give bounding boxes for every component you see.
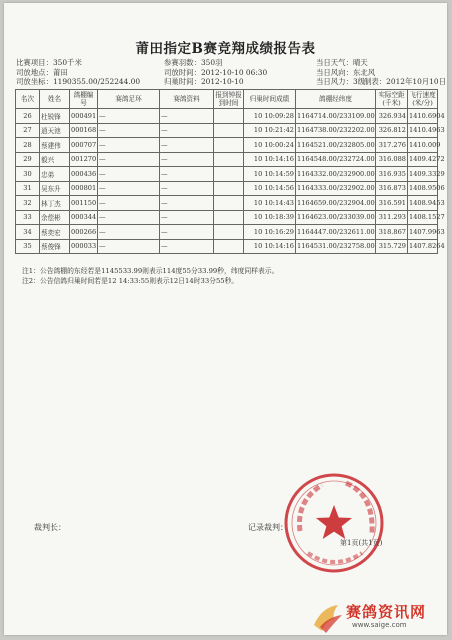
cell-dist: 316.873 [376, 181, 408, 196]
watermark-url: www.saige.com [352, 621, 407, 629]
cell-clock [214, 225, 244, 240]
cell-clock [214, 109, 244, 124]
race-info [16, 58, 446, 87]
table-header-row [16, 90, 438, 109]
cell-dist: 326.812 [376, 123, 408, 138]
cell-clock [214, 210, 244, 225]
cell-foot: — [98, 225, 160, 240]
official-seal-icon [282, 471, 386, 575]
cell-speed: 1410.6904 [408, 109, 438, 124]
cell-clock [214, 167, 244, 182]
cell-time: 10 10:14:56 [244, 181, 296, 196]
cell-speed: 1407.9963 [408, 225, 438, 240]
cell-time: 10 10:09:28 [244, 109, 296, 124]
cell-info: — [160, 181, 214, 196]
header-clock: 报到钟报到时间 [215, 91, 242, 107]
table-row [16, 239, 438, 254]
cell-info: — [160, 239, 214, 254]
info-report-date: 制表：2012年10月10日 [364, 77, 446, 87]
cell-name: 蔡奕宏 [40, 225, 70, 240]
table-row [16, 138, 438, 153]
header-name: 姓名 [40, 90, 70, 109]
info-entries: 参赛羽数：350羽 [164, 58, 223, 67]
table-row [16, 196, 438, 211]
cell-rank: 34 [16, 225, 40, 240]
cell-info: — [160, 196, 214, 211]
cell-coord: 1164738.00/232202.00 [296, 123, 376, 138]
cell-rank: 27 [16, 123, 40, 138]
cell-coord: 1164521.00/232805.00 [296, 138, 376, 153]
header-arrival: 归巢时间成绩 [244, 90, 296, 109]
cell-rank: 26 [16, 109, 40, 124]
cell-rank: 31 [16, 181, 40, 196]
header-speed: 飞行速度(米/分) [409, 91, 436, 107]
cell-coord: 1164714.00/233109.00 [296, 109, 376, 124]
cell-foot: — [98, 196, 160, 211]
watermark [312, 599, 452, 639]
cell-name: 逍天池 [40, 123, 70, 138]
info-release-time: 司放时间：2012-10-10 06:30 [164, 67, 268, 77]
info-wind: 当日风向：东北风 [316, 67, 376, 77]
cell-time: 10 10:00:24 [244, 138, 296, 153]
cell-dist: 315.729 [376, 239, 408, 254]
cell-ring: 000344 [70, 210, 98, 225]
cell-ring: 000491 [70, 109, 98, 124]
pigeon-logo-icon [312, 601, 344, 635]
cell-time: 10 10:14:16 [244, 152, 296, 167]
cell-foot: — [98, 181, 160, 196]
recorder-signature-label: 记录裁判： [248, 523, 288, 532]
cell-rank: 35 [16, 239, 40, 254]
cell-dist: 316.088 [376, 152, 408, 167]
header-foot-ring: 赛鸽足环 [98, 90, 160, 109]
cell-foot: — [98, 138, 160, 153]
cell-speed: 1410.4963 [408, 123, 438, 138]
info-wind-level: 当日风力：3级 [316, 77, 366, 87]
cell-dist: 317.276 [376, 138, 408, 153]
cell-rank: 28 [16, 138, 40, 153]
table-row [16, 123, 438, 138]
info-release-coord: 司放坐标：1190355.00/252244.00 [16, 77, 141, 87]
cell-ring: 000707 [70, 138, 98, 153]
info-return-time: 归巢时间：2012-10-10 [164, 77, 244, 87]
cell-rank: 33 [16, 210, 40, 225]
table-row [16, 109, 438, 124]
note-2: 注2：公告信鸽归巢时间若是12 14:33:55则表示12日14时33分55秒。 [22, 276, 239, 285]
cell-time: 10 10:14:16 [244, 239, 296, 254]
cell-info: — [160, 152, 214, 167]
cell-coord: 1164548.00/232724.00 [296, 152, 376, 167]
table-row [16, 181, 438, 196]
cell-clock [214, 138, 244, 153]
cell-clock [214, 123, 244, 138]
cell-ring: 001150 [70, 196, 98, 211]
cell-name: 忠弟 [40, 167, 70, 182]
notes [22, 267, 278, 286]
cell-name: 杜锐锋 [40, 109, 70, 124]
cell-foot: — [98, 152, 160, 167]
cell-dist: 318.867 [376, 225, 408, 240]
cell-info: — [160, 210, 214, 225]
cell-info: — [160, 123, 214, 138]
cell-clock [214, 181, 244, 196]
cell-time: 10 10:18:39 [244, 210, 296, 225]
cell-info: — [160, 167, 214, 182]
cell-ring: 000033 [70, 239, 98, 254]
cell-name: 蔡建伟 [40, 138, 70, 153]
cell-rank: 32 [16, 196, 40, 211]
cell-clock [214, 239, 244, 254]
cell-name: 蔡俊锋 [40, 239, 70, 254]
cell-foot: — [98, 109, 160, 124]
note-1: 注1：公告鸽棚的东经若是1145533.99则表示114度55分33.99秒，纬度同样表示。 [22, 267, 279, 275]
info-release-place: 司放地点：莆田 [16, 67, 68, 77]
cell-rank: 29 [16, 152, 40, 167]
cell-ring: 001270 [70, 152, 98, 167]
info-weather: 当日天气：晴天 [316, 58, 368, 67]
cell-coord: 1164333.00/232902.00 [296, 181, 376, 196]
cell-time: 10 10:14:59 [244, 167, 296, 182]
cell-coord: 1164332.00/232900.00 [296, 167, 376, 182]
cell-clock [214, 196, 244, 211]
cell-speed: 1410.009 [408, 138, 438, 153]
cell-clock [214, 152, 244, 167]
report-title: 莆田指定B赛竞翔成绩报告表 [135, 41, 316, 57]
cell-name: 吴东升 [40, 181, 70, 196]
cell-speed: 1407.8264 [408, 239, 438, 254]
cell-time: 10 10:14:43 [244, 196, 296, 211]
table-row [16, 210, 438, 225]
cell-name: 林丁杰 [40, 196, 70, 211]
cell-coord: 1164447.00/232611.00 [296, 225, 376, 240]
cell-time: 10 10:21:42 [244, 123, 296, 138]
watermark-name: 赛鸽资讯网 [346, 603, 427, 621]
cell-speed: 1408.9506 [408, 181, 438, 196]
cell-name: 毅兴 [40, 152, 70, 167]
cell-coord: 1164623.00/233039.00 [296, 210, 376, 225]
referee-signature-label: 裁判长： [34, 523, 66, 532]
cell-foot: — [98, 123, 160, 138]
page-number: 第1页(共1页) [340, 539, 383, 547]
cell-speed: 1409.3329 [408, 167, 438, 182]
table-row [16, 167, 438, 182]
cell-dist: 326.934 [376, 109, 408, 124]
table-row [16, 152, 438, 167]
cell-info: — [160, 109, 214, 124]
cell-speed: 1408.9453 [408, 196, 438, 211]
cell-ring: 000266 [70, 225, 98, 240]
cell-ring: 000801 [70, 181, 98, 196]
cell-foot: — [98, 210, 160, 225]
cell-dist: 316.591 [376, 196, 408, 211]
header-pigeon-info: 赛鸽资料 [160, 90, 214, 109]
cell-coord: 1164659.00/232904.00 [296, 196, 376, 211]
header-distance: 实际空距(千米) [376, 90, 408, 109]
header-coords: 鸽棚经纬度 [296, 90, 376, 109]
cell-ring: 000436 [70, 167, 98, 182]
cell-info: — [160, 225, 214, 240]
cell-dist: 311.293 [376, 210, 408, 225]
cell-foot: — [98, 167, 160, 182]
cell-foot: — [98, 239, 160, 254]
results-table [15, 89, 445, 254]
header-ring: 鸽棚编号 [70, 90, 98, 109]
report-page [4, 3, 447, 635]
header-rank: 名次 [16, 90, 40, 109]
info-distance: 比赛项目：350千米 [16, 58, 82, 67]
cell-dist: 316.935 [376, 167, 408, 182]
cell-speed: 1409.4272 [408, 152, 438, 167]
cell-info: — [160, 138, 214, 153]
cell-ring: 000168 [70, 123, 98, 138]
table-row [16, 225, 438, 240]
cell-rank: 30 [16, 167, 40, 182]
cell-name: 余偿彬 [40, 210, 70, 225]
cell-time: 10 10:16:29 [244, 225, 296, 240]
cell-coord: 1164531.00/232758.00 [296, 239, 376, 254]
cell-speed: 1408.1527 [408, 210, 438, 225]
